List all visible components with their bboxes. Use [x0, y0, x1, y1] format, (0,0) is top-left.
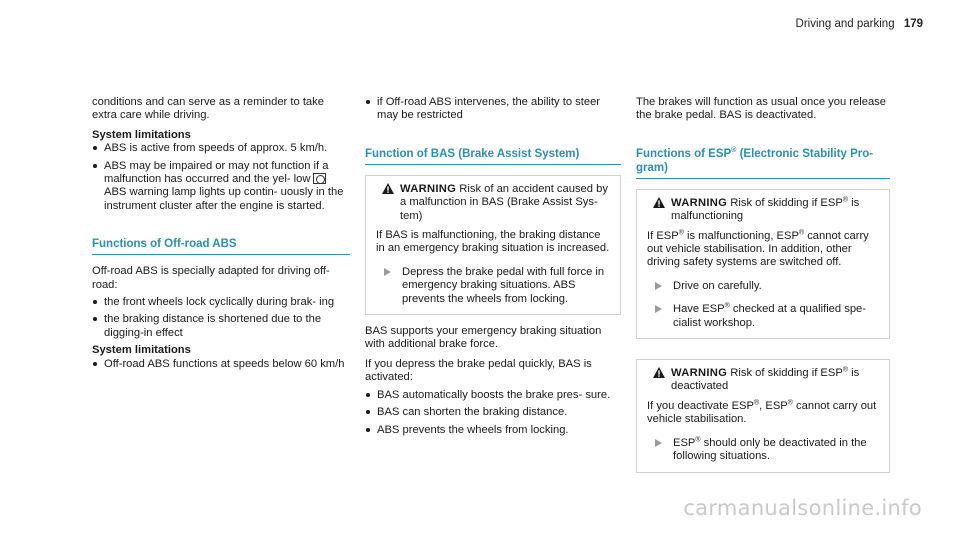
intro-text: conditions and can serve as a reminder to take extra care while driving.	[92, 96, 324, 122]
bas-list	[365, 389, 621, 437]
warning-headline: Risk of skidding if ESP	[730, 196, 843, 209]
warning-step-part: checked at a qualified spe- cialist workshop.	[673, 303, 866, 329]
warning-body-part: If ESP	[647, 229, 679, 242]
list-item: ABS is active from speeds of approx. 5 km/h.	[92, 142, 350, 155]
warning-body-part: If you deactivate ESP	[647, 399, 754, 412]
warning-headline: Risk of an accident caused by a malfunction in BAS (Brake Assist Sys- tem)	[400, 182, 608, 222]
offroad-abs-list-cont	[365, 96, 621, 123]
warning-body-part: cannot carry out vehicle stabilisation. In addition, other driving safety systems are switched off.	[647, 229, 869, 269]
registered-mark: ®	[798, 228, 805, 236]
warning-triangle-icon	[382, 183, 394, 194]
warning-header	[376, 183, 610, 223]
warning-headline: is deactivated	[671, 367, 860, 393]
system-limitations-heading: System limitations	[92, 344, 191, 357]
offroad-abs-list	[92, 296, 350, 340]
column-1	[92, 96, 350, 375]
registered-mark: ®	[724, 302, 730, 310]
warning-headline: is malfunctioning	[671, 196, 860, 223]
warning-box-bas	[365, 175, 621, 315]
section-title-part: Functions of ESP	[636, 147, 732, 160]
section-title-offroad-abs: Functions of Off-road ABS	[92, 237, 350, 255]
section-title-part: (Electronic Stability Pro- gram)	[636, 147, 874, 174]
warning-step: Depress the brake pedal with full force in emergency braking situations. ABS prevents the wheels from locking.	[376, 266, 610, 306]
section-title-bas: Function of BAS (Brake Assist System)	[365, 147, 621, 165]
page-number: 179	[903, 18, 923, 30]
list-item: BAS automatically boosts the brake pres- sure.	[365, 389, 621, 402]
registered-mark: ®	[695, 435, 701, 443]
list-item: if Off-road ABS intervenes, the ability to steer may be restricted	[365, 96, 621, 123]
warning-step-part: Have ESP	[673, 303, 725, 316]
warning-triangle-icon	[653, 367, 665, 378]
list-item-text: ABS warning lamp lights up contin- uously in the instrument cluster after the engine is started.	[104, 186, 344, 212]
watermark: carmanualsonline.info	[683, 495, 922, 520]
list-item: ABS prevents the wheels from locking.	[365, 424, 621, 437]
section-name: Driving and parking	[795, 18, 895, 30]
abs-warning-lamp-icon	[313, 173, 326, 184]
warning-step: Drive on carefully.	[647, 280, 879, 293]
warning-step	[647, 437, 879, 464]
list-item-text: low	[293, 173, 311, 186]
paragraph: BAS supports your emergency braking situation with additional brake force.	[365, 325, 602, 351]
registered-mark: ®	[753, 399, 760, 407]
system-limitations-list	[92, 358, 350, 371]
section-intro: Off-road ABS is specially adapted for driving off- road:	[92, 265, 330, 291]
intro-text: The brakes will function as usual once you release the brake pedal. BAS is deactivated.	[636, 96, 886, 122]
registered-mark: ®	[787, 399, 793, 407]
warning-body-part: , ESP	[759, 399, 788, 412]
warning-step-part: should only be deactivated in the following situations.	[673, 436, 867, 463]
registered-mark: ®	[678, 228, 684, 236]
list-item-text: ABS may be impaired or may not function if a malfunction has occurred and the yel-	[104, 159, 329, 186]
warning-headline: Risk of skidding if ESP	[730, 367, 843, 380]
warning-body: If BAS is malfunctioning, the braking distance in an emergency braking situation is increased.	[376, 229, 610, 255]
warning-box-esp-deactivated	[636, 359, 890, 472]
list-item	[92, 160, 350, 214]
warning-label: WARNING	[671, 196, 728, 209]
column-2	[365, 96, 621, 441]
warning-body	[647, 230, 879, 270]
column-3	[636, 96, 890, 483]
warning-label: WARNING	[400, 182, 457, 195]
list-item: the front wheels lock cyclically during brak- ing	[92, 296, 350, 309]
warning-box-esp-malfunction	[636, 189, 890, 339]
registered-mark: ®	[842, 196, 848, 204]
warning-body-part: is malfunctioning, ESP	[683, 229, 799, 242]
warning-body-part: cannot carry out vehicle stabilisation.	[647, 399, 877, 426]
registered-mark: ®	[842, 366, 848, 374]
warning-triangle-icon	[653, 197, 665, 208]
warning-header	[647, 367, 879, 394]
warning-body	[647, 400, 879, 427]
warning-step-part: ESP	[673, 436, 696, 449]
warning-label: WARNING	[671, 367, 728, 380]
list-item: the braking distance is shortened due to the digging-in effect	[92, 313, 350, 340]
section-title-esp	[636, 147, 890, 179]
warning-header	[647, 197, 879, 224]
warning-step	[647, 303, 879, 330]
list-item: Off-road ABS functions at speeds below 60 km/h	[92, 358, 350, 371]
system-limitations-heading: System limitations	[92, 128, 191, 141]
page-header	[796, 18, 923, 31]
registered-mark: ®	[731, 146, 737, 154]
list-item: BAS can shorten the braking distance.	[365, 406, 621, 419]
system-limitations-list	[92, 142, 350, 213]
paragraph: If you depress the brake pedal quickly, BAS is activated:	[365, 357, 592, 384]
